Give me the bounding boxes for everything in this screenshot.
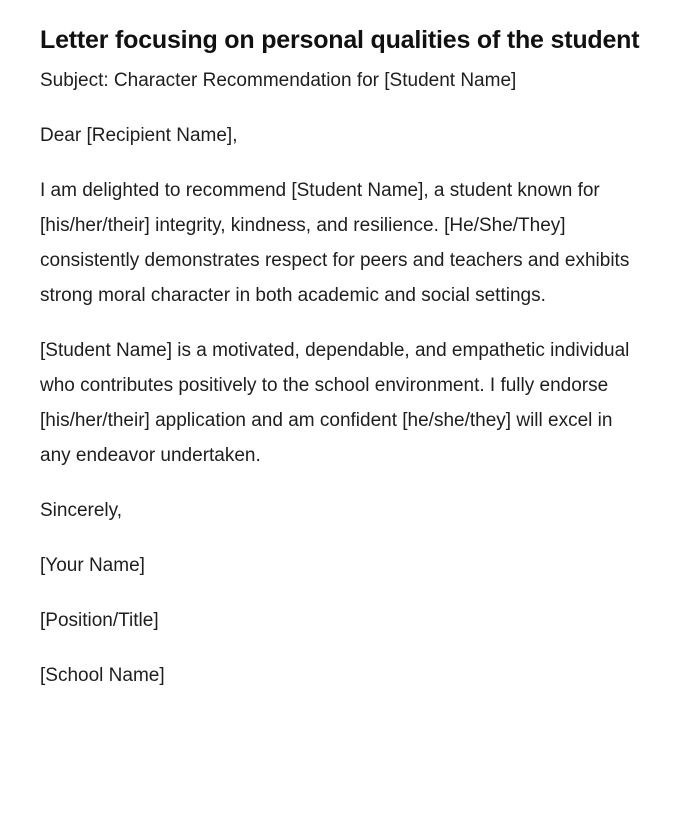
letter-document [40,18,640,693]
document-title: Letter focusing on personal qualities of the student [40,26,640,54]
body-paragraph-1: I am delighted to recommend [Student Name], a student known for [his/her/their] integrity, kindness, and resilience. [He/She/They] consistently demonstrates respect for peers and teachers and exhibits strong moral character in both academic and social settings. [40,180,630,306]
body-paragraph-2: [Student Name] is a motivated, dependable, and empathetic individual who contributes positively to the school environment. I fully endorse [his/her/their] application and am confident [he/she/they] will excel in any endeavor undertaken. [40,340,630,466]
signer-position: [Position/Title] [40,610,159,631]
subject-line: Subject: Character Recommendation for [Student Name] [40,70,517,91]
closing: Sincerely, [40,500,123,521]
signer-school: [School Name] [40,665,165,686]
signer-name: [Your Name] [40,555,145,576]
salutation: Dear [Recipient Name], [40,125,238,146]
